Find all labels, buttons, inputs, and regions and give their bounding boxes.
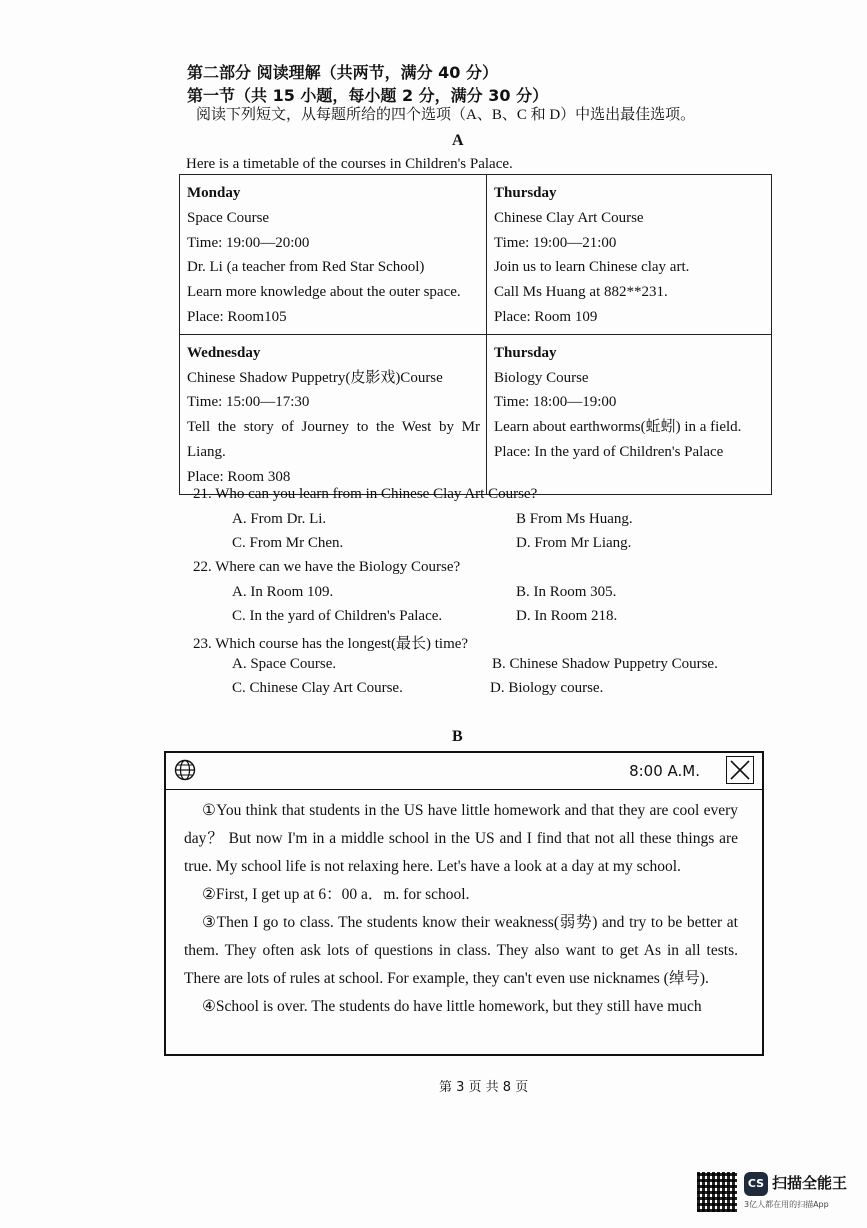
page-number: 第 3 页 共 8 页 (439, 1080, 529, 1095)
globe-icon (174, 759, 196, 781)
browser-window-illustration (164, 751, 764, 1056)
course-line: Call Ms Huang at 882**231. (494, 284, 668, 301)
passage-b-label: B (452, 728, 463, 745)
option-22-c: C. In the yard of Children's Palace. (232, 608, 443, 624)
brand-name: 扫描全能王 (772, 1174, 848, 1192)
course-line: Learn about earthworms(蚯蚓) in a field. (494, 419, 742, 436)
option-23-a: A. Space Course. (232, 656, 337, 672)
section-title: 第一节（共 15 小题，每小题 2 分，满分 30 分） (187, 86, 549, 105)
timetable-cell-monday (180, 175, 487, 335)
camscanner-logo: CS (744, 1172, 768, 1196)
option-22-a: A. In Room 109. (232, 584, 334, 600)
option-23-d: D. Biology course. (490, 680, 604, 696)
course-line: Dr. Li (a teacher from Red Star School) (187, 259, 425, 276)
course-line: Chinese Shadow Puppetry(皮影戏)Course (187, 369, 443, 386)
brand-subtitle: 3亿人都在用的扫描App (744, 1200, 829, 1209)
timetable-cell-thursday-clay (487, 175, 772, 335)
course-line: Time: 18:00—19:00 (494, 394, 617, 411)
browser-title-bar (166, 753, 762, 790)
course-line: Chinese Clay Art Course (494, 209, 644, 226)
option-22-d: D. In Room 218. (516, 608, 618, 624)
paragraph-4: ④School is over. The students do have little homework, but they still have much (202, 998, 702, 1015)
timetable (179, 174, 772, 495)
question-23: 23. Which course has the longest(最长) time? (193, 636, 469, 652)
course-line: Join us to learn Chinese clay art. (494, 259, 690, 276)
course-line: Time: 19:00—20:00 (187, 234, 310, 251)
day-label: Monday (187, 185, 241, 201)
timetable-cell-thursday-biology (487, 334, 772, 494)
course-line: Place: Room 109 (494, 308, 598, 325)
day-label: Thursday (494, 185, 557, 201)
course-line: Place: In the yard of Children's Palace (494, 443, 724, 460)
close-icon (726, 756, 754, 784)
question-22: 22. Where can we have the Biology Course? (193, 559, 461, 575)
part-title: 第二部分 阅读理解（共两节，满分 40 分） (187, 63, 498, 82)
course-line: Place: Room105 (187, 308, 287, 325)
course-line: Time: 19:00—21:00 (494, 234, 617, 251)
course-line: Place: Room 308 (187, 468, 291, 485)
option-23-c: C. Chinese Clay Art Course. (232, 680, 403, 696)
option-23-b: B. Chinese Shadow Puppetry Course. (492, 656, 718, 672)
paragraph-3: ③Then I go to class. The students know their weakness(弱势) and try to be better at them. They often ask lots of questions in class. They also want to get As in all tests. There are lots of rules at school. For example, they can't even use nicknames (绰号). (184, 914, 738, 987)
option-21-d: D. From Mr Liang. (516, 535, 632, 551)
course-line: Biology Course (494, 369, 589, 386)
course-line: Tell the story of Journey to the West by Mr Liang. (187, 419, 480, 460)
option-21-c: C. From Mr Chen. (232, 535, 344, 551)
paragraph-1: ①You think that students in the US have little homework and that they are cool every day？ But now I'm in a middle school in the US and I find that not all these things are true. My school life is not relaxing here. Let's have a look at a day at my school. (184, 802, 738, 875)
paragraph-2: ②First, I get up at 6：00 a．m. for school. (202, 886, 470, 903)
course-line: Learn more knowledge about the outer space. (187, 284, 461, 301)
question-21: 21. Who can you learn from in Chinese Clay Art Course? (193, 486, 538, 502)
option-22-b: B. In Room 305. (516, 584, 617, 600)
option-21-b: B From Ms Huang. (516, 511, 633, 527)
instruction: 阅读下列短文，从每题所给的四个选项（A、B、C 和 D）中选出最佳选项。 (196, 107, 696, 123)
qr-code (697, 1172, 737, 1212)
option-21-a: A. From Dr. Li. (232, 511, 327, 527)
day-label: Wednesday (187, 344, 261, 361)
day-label: Thursday (494, 344, 557, 361)
timetable-cell-wednesday (180, 334, 487, 494)
course-line: Space Course (187, 209, 270, 226)
passage-a-intro: Here is a timetable of the courses in Children's Palace. (186, 156, 513, 172)
passage-a-label: A (452, 132, 464, 149)
clock-time: 8:00 A.M. (629, 762, 700, 780)
passage-b-text (184, 797, 738, 1021)
course-line: Time: 15:00—17:30 (187, 394, 310, 411)
